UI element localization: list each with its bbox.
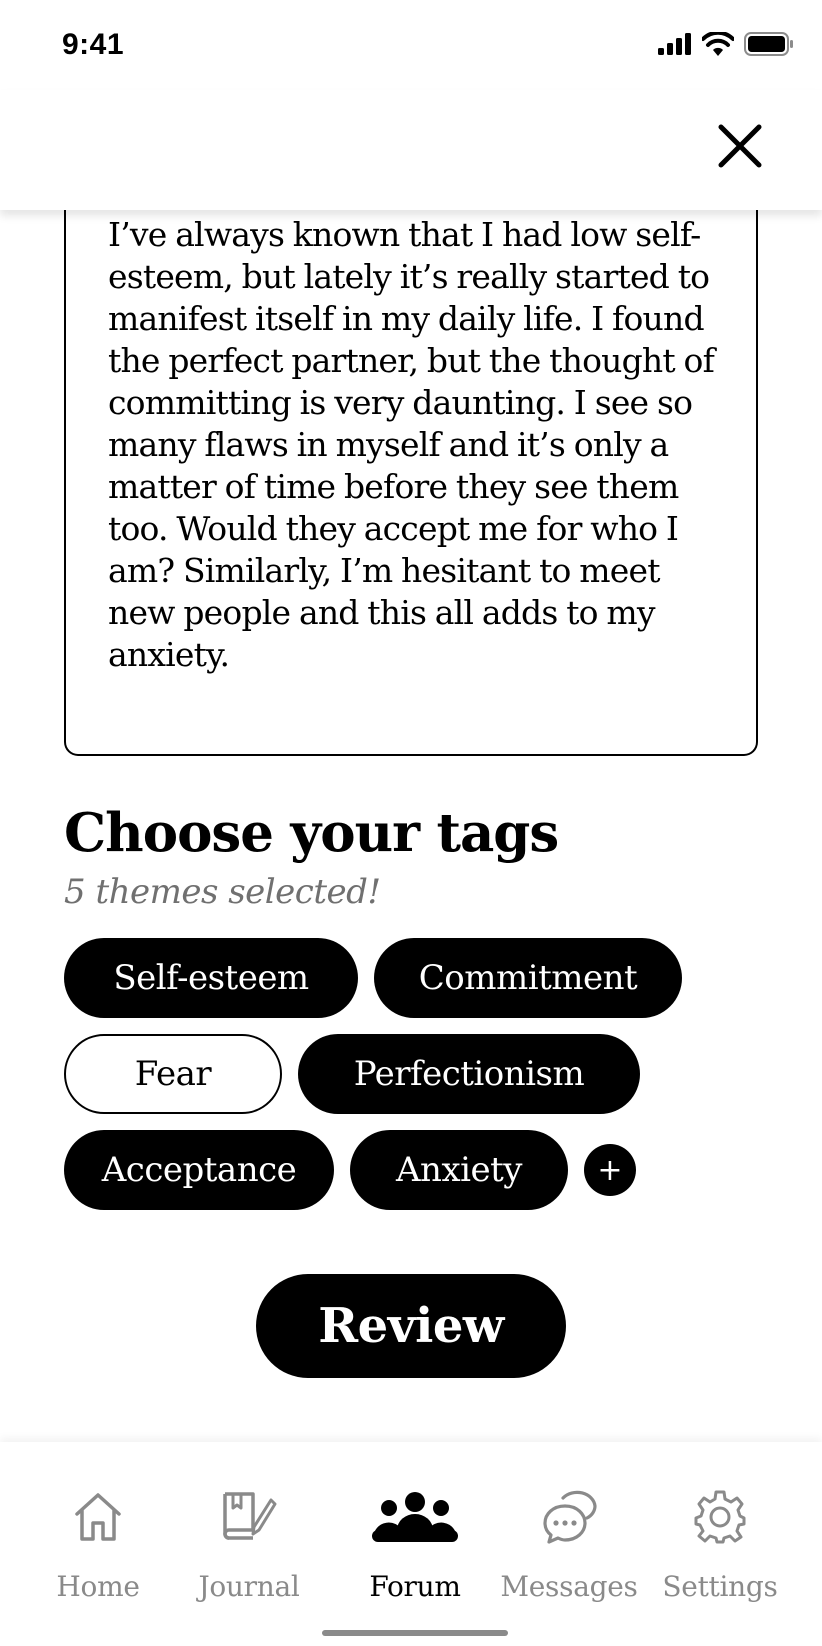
review-button[interactable]: Review	[256, 1274, 566, 1378]
settings-icon	[693, 1490, 747, 1544]
status-time: 9:41	[62, 28, 125, 61]
tab-label: Messages	[500, 1570, 638, 1603]
home-indicator	[322, 1630, 508, 1636]
tab-label: Journal	[198, 1570, 300, 1603]
tag-commitment[interactable]: Commitment	[374, 938, 682, 1018]
tag-self-esteem[interactable]: Self-esteem	[64, 938, 358, 1018]
post-body-text: I’ve always known that I had low self-esteem, but lately it’s really started to manifest itself in my daily life. I found the perfect partner, but the thought of committing is very daunting. I see so many flaws in myself and it’s only a matter of time before they see them too. Would they accept me for who I am? Similarly, I’m hesitant to meet new people and this all adds to my anxiety.	[108, 215, 714, 674]
battery-icon	[744, 32, 794, 56]
tab-messages[interactable]	[494, 1442, 644, 1602]
close-icon[interactable]	[716, 122, 764, 170]
cellular-signal-icon	[658, 33, 692, 55]
tab-label: Forum	[369, 1570, 461, 1603]
tab-bar	[0, 1442, 822, 1646]
wifi-icon	[702, 32, 734, 56]
forum-icon	[370, 1490, 460, 1544]
tab-journal[interactable]	[174, 1442, 324, 1602]
home-icon	[71, 1490, 125, 1544]
header	[0, 90, 822, 210]
tag-anxiety[interactable]: Anxiety	[350, 1130, 568, 1210]
messages-icon	[541, 1490, 597, 1544]
tags-title: Choose your tags	[64, 802, 559, 864]
tab-label: Settings	[662, 1570, 778, 1603]
tab-label: Home	[56, 1570, 140, 1603]
tag-acceptance[interactable]: Acceptance	[64, 1130, 334, 1210]
tag-fear[interactable]: Fear	[64, 1034, 282, 1114]
tab-home[interactable]	[23, 1442, 173, 1602]
status-bar	[0, 0, 822, 90]
journal-icon	[219, 1490, 279, 1544]
tags-selected-count: 5 themes selected!	[64, 872, 381, 912]
status-icons	[658, 32, 794, 56]
post-text-area[interactable]	[64, 200, 758, 756]
tab-forum[interactable]	[340, 1442, 490, 1602]
tab-settings[interactable]	[645, 1442, 795, 1602]
add-tag-button[interactable]: +	[584, 1144, 636, 1196]
tag-perfectionism[interactable]: Perfectionism	[298, 1034, 640, 1114]
